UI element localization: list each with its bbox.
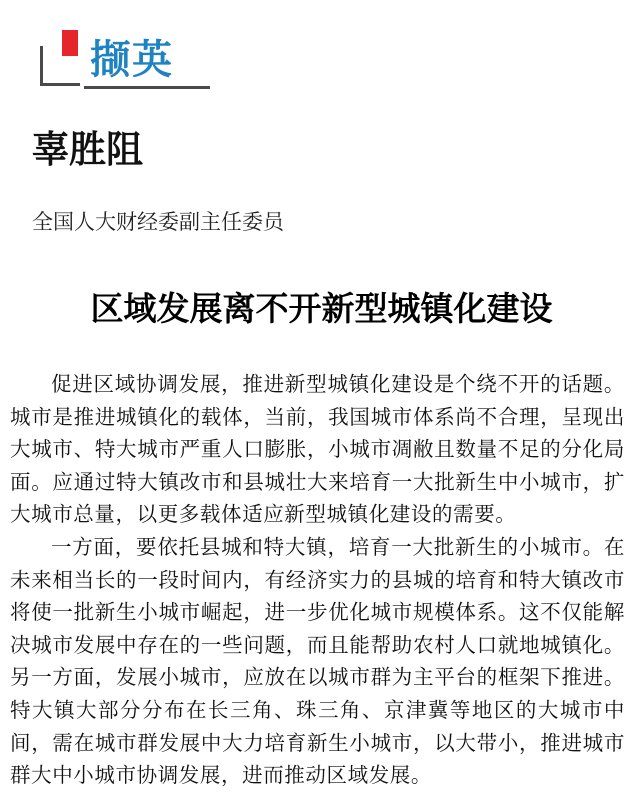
article-paragraph: 一方面，要依托县城和特大镇，培育一大批新生的小城市。在未来相当长的一段时间内，有经济实力的县城的培育和特大镇改市将使一批新生小城市崛起，进一步优化城市规模体系。这不仅能解决城市发展中存在的一些问题，而且能帮助农村人口就地城镇化。另一方面，发展小城市，应放在以城市群为主平台的框架下推进。特大镇大部分分布在长三角、珠三角、京津冀等地区的大城市中间，需在城市群发展中大力培育新生小城市，以大带小，推进城市群大中小城市协调发展，进而推动区域发展。 — [10, 534, 625, 788]
author-title: 全国人大财经委副主任委员 — [32, 210, 284, 234]
article-paragraph: 促进区域协调发展，推进新型城镇化建设是个绕不开的话题。城市是推进城镇化的载体，当前，我国城市体系尚不合理，呈现出大城市、特大城市严重人口膨胀，小城市凋敝且数量不足的分化局面。应通过特大镇改市和县城壮大来培育一大批新生中小城市，扩大城市总量，以更多载体适应新型城镇化建设的需要。 — [10, 372, 625, 527]
column-name: 撷英 — [90, 37, 174, 83]
article-headline: 区域发展离不开新型城镇化建设 — [90, 289, 553, 328]
logo-underline — [84, 86, 210, 89]
author-name: 辜胜阻 — [32, 128, 143, 171]
column-logo — [40, 30, 210, 92]
article-body — [10, 368, 625, 792]
logo-red-block — [62, 30, 78, 56]
